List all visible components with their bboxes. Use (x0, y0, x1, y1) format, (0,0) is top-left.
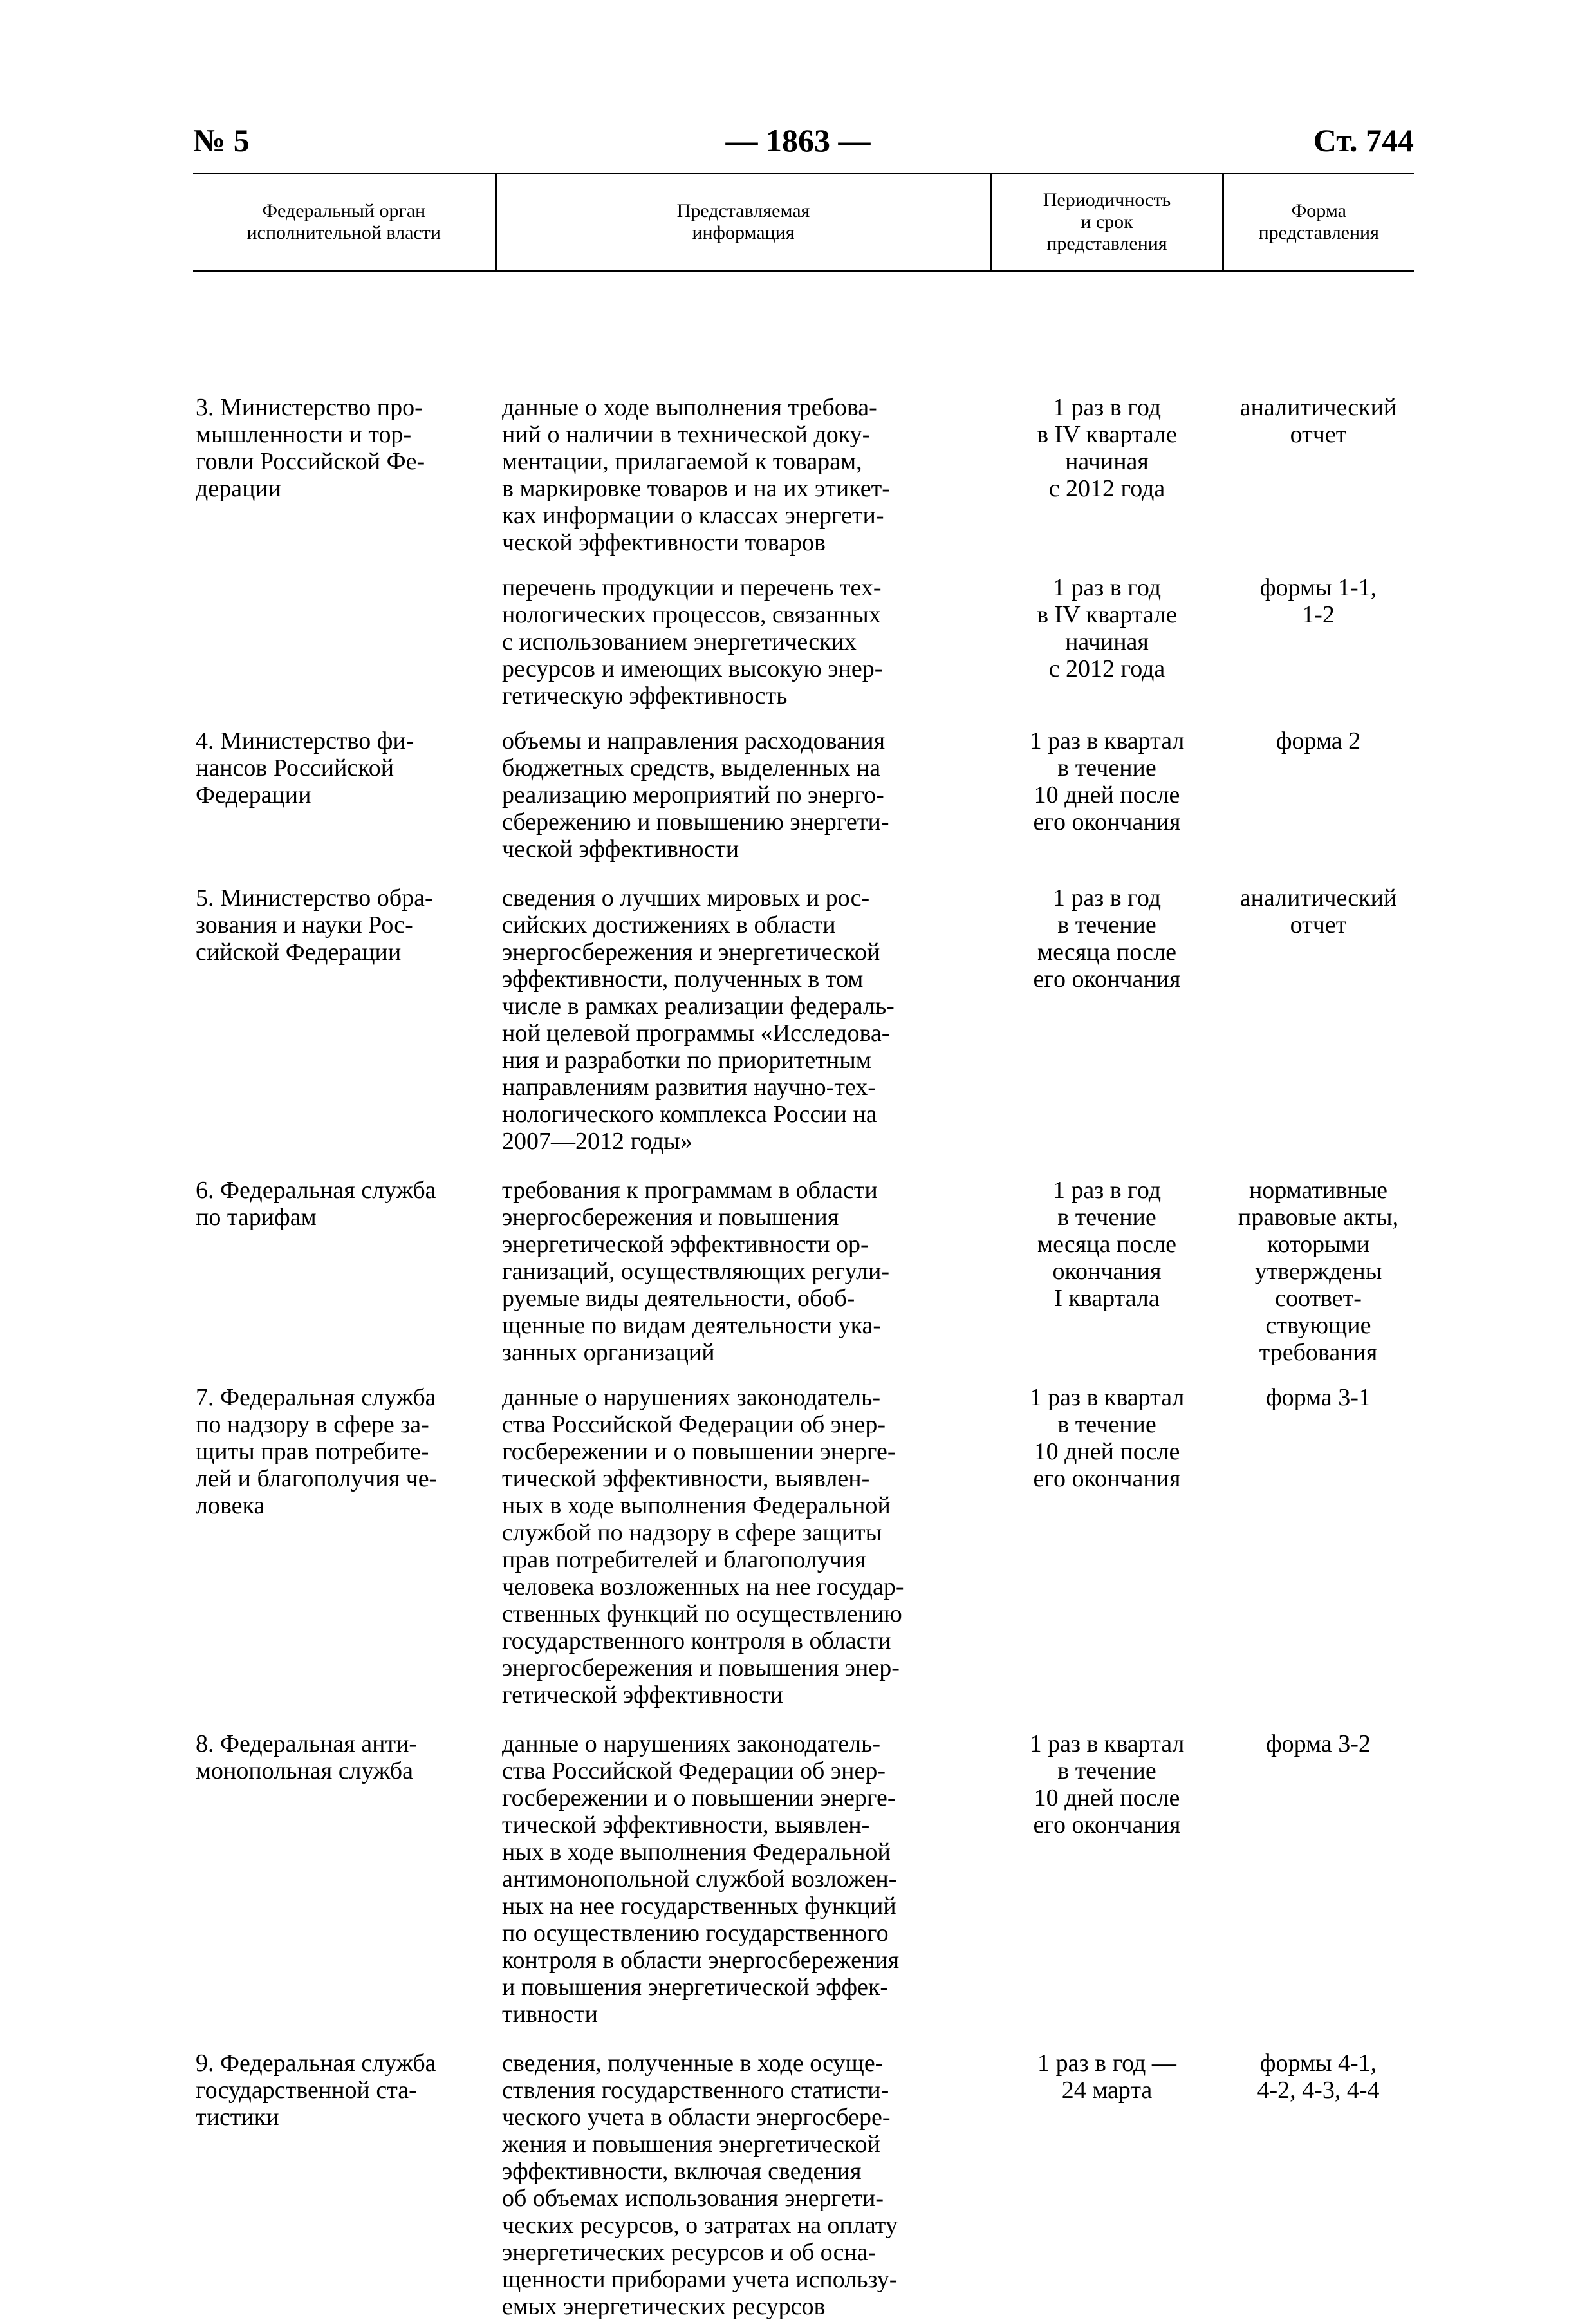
agency-cell: 4. Министерство фи- нансов Российской Федерации (196, 727, 414, 809)
information-cell: сведения, полученные в ходе осуще- ствления государственного статисти- ческого учета в области энергосбере- жения и повышения энергетической эффективности, включая сведения об объемах использования энергети- ческих ресурсов, о затратах на оплату энергетических ресурсов и об осна- щенности приборами учета использу- емых энергетических ресурсов (502, 2050, 898, 2320)
table-row (193, 1708, 1414, 2028)
form-cell: форма 3-2 (1266, 1730, 1371, 1757)
form-cell: форма 2 (1276, 727, 1361, 754)
periodicity-cell: 1 раз в квартал в течение 10 дней после его окончания (1029, 1730, 1185, 1838)
agency-cell: 9. Федеральная служба государственной ста- тистики (196, 2050, 436, 2131)
information-cell: объемы и направления расходования бюджетных средств, выделенных на реализацию мероприятий по энерго- сбережению и повышению энергети- ческой эффективности (502, 727, 889, 863)
table-header-row (193, 174, 1414, 271)
periodicity-cell: 1 раз в год — 24 марта (1037, 2050, 1176, 2104)
information-cell: сведения о лучших мировых и рос- сийских достижениях в области энергосбережения и энергетической эффективности, полученных в том числе в рамках реализации федераль- ной целевой программы «Исследова- ния и разработки по приоритетным направлениям развития научно-тех- нологического комплекса России на 2007—2012 годы» (502, 884, 895, 1155)
column-header-periodicity: Периодичность и срок представления (991, 174, 1223, 271)
table-row (193, 1155, 1414, 1366)
form-cell: форма 3-1 (1266, 1384, 1371, 1411)
agency-cell: 7. Федеральная служба по надзору в сфере за- щиты прав потребите- лей и благополучия че- ловека (196, 1384, 438, 1519)
article-number: Ст. 744 (1313, 122, 1414, 158)
reporting-table (193, 173, 1414, 2320)
agency-cell: 6. Федеральная служба по тарифам (196, 1177, 436, 1231)
page-number: — 1863 — (725, 122, 871, 158)
column-header-information: Представляемая информация (496, 174, 991, 271)
column-header-agency: Федеральный орган исполнительной власти (193, 174, 496, 271)
form-cell: формы 1-1, 1-2 (1259, 574, 1377, 628)
periodicity-cell: 1 раз в год в IV квартале начиная с 2012 года (1037, 574, 1177, 682)
agency-cell: 3. Министерство про- мышленности и тор- говли Российской Фе- дерации (196, 394, 425, 502)
table-row (193, 271, 1414, 557)
issue-number: № 5 (193, 122, 250, 158)
information-cell: перечень продукции и перечень тех- нологических процессов, связанных с использованием энергетических ресурсов и имеющих высокую энер- гетическую эффективность (502, 574, 883, 709)
table-row (193, 863, 1414, 1155)
periodicity-cell: 1 раз в квартал в течение 10 дней после его окончания (1029, 727, 1185, 836)
information-cell: требования к программам в области энергосбережения и повышения энергетической эффективности ор- ганизаций, осуществляющих регули- руемые виды деятельности, обоб- щенные по видам деятельности ука- занных организаций (502, 1177, 889, 1366)
form-cell: аналитический отчет (1239, 884, 1397, 939)
information-cell: данные о нарушениях законодатель- ства Российской Федерации об энер- госбережении и о повышении энерге- тической эффективности, выявлен- ных в ходе выполнения Федеральной службой по надзору в сфере защиты прав потребителей и благополучия человека возложенных на нее государ- ственных функций по осуществлению государственного контроля в области энергосбережения и повышения энер- гетической эффективности (502, 1384, 904, 1708)
column-header-form: Форма представления (1223, 174, 1414, 271)
periodicity-cell: 1 раз в квартал в течение 10 дней после его окончания (1029, 1384, 1185, 1492)
periodicity-cell: 1 раз в год в IV квартале начиная с 2012 года (1037, 394, 1177, 502)
agency-cell (193, 556, 496, 709)
agency-cell: 8. Федеральная анти- монопольная служба (196, 1730, 418, 1784)
table-row (193, 556, 1414, 709)
form-cell: нормативные правовые акты, которыми утверждены соответ- ствующие требования (1238, 1177, 1399, 1366)
information-cell: данные о ходе выполнения требова- ний о наличии в технической доку- ментации, прилагаемой к товарам, в маркировке товаров и на их этикет- ках информации о классах энергети- ческой эффективности товаров (502, 394, 890, 556)
form-cell: формы 4-1, 4-2, 4-3, 4-4 (1257, 2050, 1380, 2104)
form-cell: аналитический отчет (1239, 394, 1397, 448)
table-row (193, 2028, 1414, 2320)
information-cell: данные о нарушениях законодатель- ства Российской Федерации об энер- госбережении и о повышении энерге- тической эффективности, выявлен- ных в ходе выполнения Федеральной антимонопольной службой возложен- ных на нее государственных функций по осуществлению государственного контроля в области энергосбережения и повышения энергетической эффек- тивности (502, 1730, 900, 2028)
agency-cell: 5. Министерство обра- зования и науки Рос- сийской Федерации (196, 884, 433, 966)
table-row (193, 709, 1414, 863)
periodicity-cell: 1 раз в год в течение месяца после его окончания (1033, 884, 1181, 993)
periodicity-cell: 1 раз в год в течение месяца после окончания I квартала (1037, 1177, 1176, 1312)
table-row (193, 1366, 1414, 1708)
